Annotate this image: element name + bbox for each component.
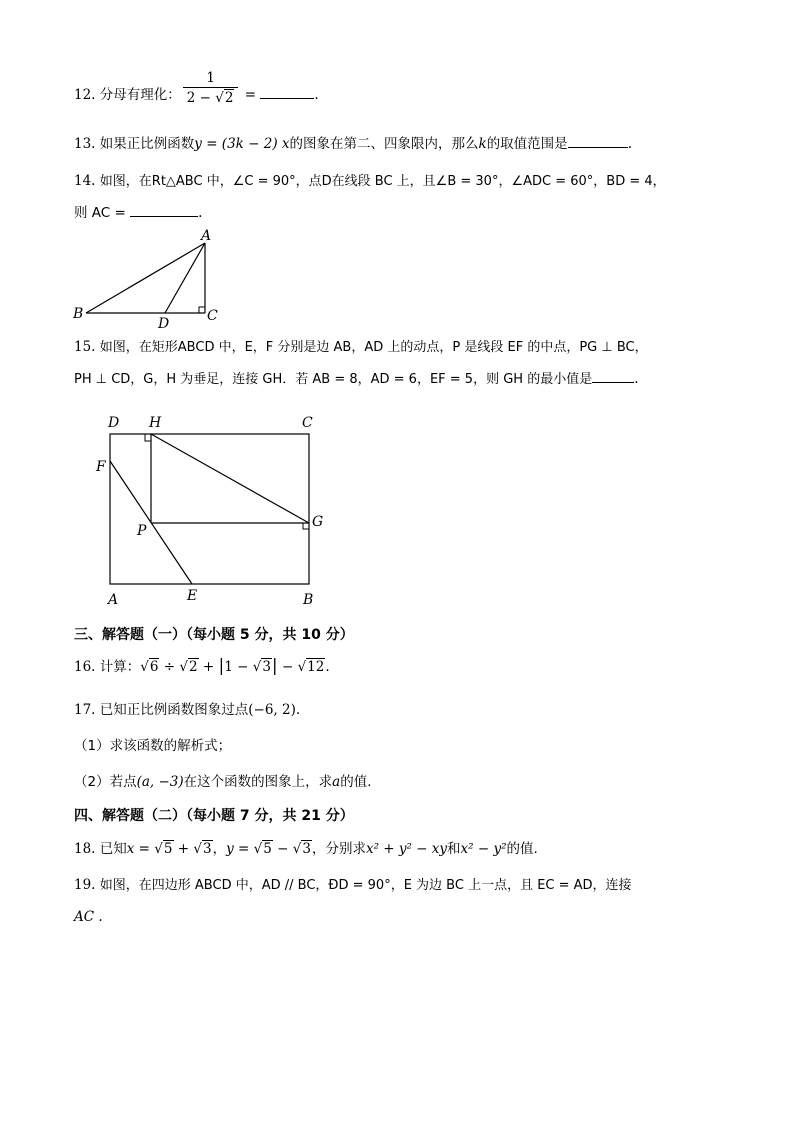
question-16: 16. 计算：√6 ÷ √2 + |1 − √3| − √12. xyxy=(74,656,330,676)
q12-number: 12. xyxy=(74,87,96,103)
label-C: C xyxy=(302,415,313,431)
question-15-line1: 15. 如图，在矩形ABCD 中，E，F 分别是边 AB，AD 上的动点，P 是线段 EF 的中点，PG ⊥ BC， xyxy=(74,339,648,355)
label-A: A xyxy=(201,228,212,244)
question-19-line2: AC . xyxy=(74,909,103,925)
question-18: 18. 已知x = √5 + √3，y = √5 − √3，分别求x² + y² − xy和x² − y²的值. xyxy=(74,841,538,857)
label-E: E xyxy=(187,588,198,604)
q12-answer-blank[interactable] xyxy=(260,97,314,99)
segment-ad xyxy=(165,243,205,313)
q14-answer-blank[interactable] xyxy=(130,215,198,217)
label-B: B xyxy=(73,306,84,322)
right-angle-mark-h xyxy=(145,434,151,441)
rectangle-abcd xyxy=(110,434,309,584)
question-17: 17. 已知正比例函数图象过点(−6, 2). xyxy=(74,702,301,718)
label-H: H xyxy=(149,415,162,431)
segment-ab xyxy=(86,243,205,313)
label-D: D xyxy=(158,316,170,332)
label-P: P xyxy=(137,523,147,539)
q13-expression: y = (3k − 2) x xyxy=(194,136,290,152)
section-4-heading: 四、解答题（二）（每小题 7 分，共 21 分） xyxy=(74,808,354,824)
right-angle-mark xyxy=(199,307,205,313)
question-14-line2: 则 AC = . xyxy=(74,205,203,221)
q12-fraction: $\frac{1}{2 - √2}$ xyxy=(183,69,239,108)
q15-answer-blank[interactable] xyxy=(592,381,634,383)
label-A: A xyxy=(108,592,119,608)
label-G: G xyxy=(312,514,324,530)
question-15-line2: PH ⊥ CD，G，H 为垂足，连接 GH．若 AB = 8，AD = 6，EF = 5，则 GH 的最小值是 . xyxy=(74,371,639,387)
label-D: D xyxy=(108,415,120,431)
label-C: C xyxy=(207,308,218,324)
question-12: 12. 分母有理化： $\frac{1}{2 - √2}$ = . xyxy=(74,70,319,106)
right-angle-mark-g xyxy=(303,523,309,529)
label-B: B xyxy=(303,592,314,608)
question-14-line1: 14. 如图，在Rt△ABC 中，∠C = 90°，点D在线段 BC 上，且∠B = 30°，∠ADC = 60°，BD = 4， xyxy=(74,173,666,189)
question-17-part2: （2）若点(a, −3)在这个函数的图象上，求a的值. xyxy=(74,774,372,790)
question-19-line1: 19. 如图，在四边形 ABCD 中，AD // BC，ÐD = 90°，E 为边 BC 上一点，且 EC = AD，连接 xyxy=(74,877,632,893)
label-F: F xyxy=(96,459,106,475)
segment-gh xyxy=(151,434,309,523)
q13-answer-blank[interactable] xyxy=(568,146,628,148)
section-3-heading: 三、解答题（一）（每小题 5 分，共 10 分） xyxy=(74,627,354,643)
question-13: 13. 如果正比例函数y = (3k − 2) x的图象在第二、四象限内，那么k的取值范围是 . xyxy=(74,136,632,152)
q12-text: 分母有理化： xyxy=(99,87,181,103)
q14-triangle-figure xyxy=(70,226,230,334)
question-17-part1: （1）求该函数的解析式； xyxy=(74,738,232,754)
q15-rectangle-figure xyxy=(90,410,340,610)
